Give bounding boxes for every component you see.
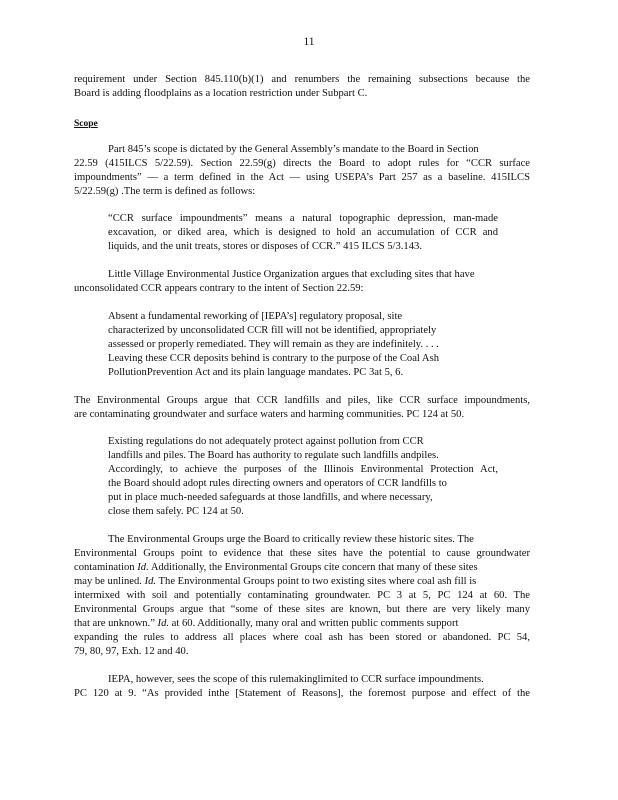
quote-line: put in place much-needed safeguards at those landfills, and where necessary, [108,492,433,503]
quote-line: “CCR surface impoundments” means a natural topographic depression, man-made [108,213,498,224]
text-line: unconsolidated CCR appears contrary to the intent of Section 22.59: [74,283,364,294]
text-span: at 60. Additionally, many oral and written public comments support [169,618,459,629]
text-span: that are unknown.” [74,618,158,629]
quote-line: Existing regulations do not adequately protect against pollution from CCR [108,436,424,447]
quote-line: close them safely. PC 124 at 50. [108,506,244,517]
quote-line: Absent a fundamental reworking of [IEPA’s] regulatory proposal, site [108,311,403,322]
text-line: Little Village Environmental Justice Organization argues that excluding sites that have [108,269,475,280]
text-line: intermixed with soil and potentially contaminating groundwater. PC 3 at 5, PC 124 at 60. The [74,590,530,601]
quote-line: landfills and piles. The Board has authority to regulate such landfills andpiles. [108,450,439,461]
quote-line: excavation, or diked area, which is designed to hold an accumulation of CCR and [108,227,498,238]
text-span: contamination [74,562,138,573]
text-line [74,617,530,632]
text-line: The Environmental Groups argue that CCR landfills and piles, like CCR surface impoundments, [74,395,530,406]
quote-line: characterized by unconsolidated CCR fill will not be identified, appropriately [108,325,437,336]
text-line: PC 120 at 9. “As provided inthe [Statement of Reasons], the foremost purpose and effect of the [74,688,530,699]
quote-line: liquids, and the unit treats, stores or disposes of CCR.” 415 ILCS 5/3.143. [108,241,422,252]
text-line: requirement under Section 845.110(b)(1) and renumbers the remaining subsections because the [74,74,530,85]
text-line: 22.59 (415ILCS 5/22.59). Section 22.59(g) directs the Board to adopt rules for “CCR surface [74,158,530,169]
quote-line: Leaving these CCR deposits behind is contrary to the purpose of the Coal Ash [108,353,440,364]
quote-line: assessed or properly remediated. They will remain as they are indefinitely. . . . [108,339,439,350]
text-line: Environmental Groups argue that “some of these sites are known, but there are very likely many [74,604,530,615]
text-line [74,561,530,576]
text-line: 79, 80, 97, Exh. 12 and 40. [74,646,189,657]
quote-line: Accordingly, to achieve the purposes of the Illinois Environmental Protection Act, [108,464,498,475]
page-number: 11 [303,36,315,48]
text-line: expanding the rules to address all places where coal ash has been stored or abandoned. PC 54, [74,632,530,643]
text-line: IEPA, however, sees the scope of this rulemakinglimited to CCR surface impoundments. [108,674,484,685]
text-line: Part 845’s scope is dictated by the General Assembly’s mandate to the Board in Section [108,144,479,155]
citation-id: Id. [157,618,170,629]
citation-id: Id. [144,576,157,587]
text-span: Additionally, the Environmental Groups cite concern that many of these sites [148,562,478,573]
text-line: 5/22.59(g) .The term is defined as follows: [74,186,256,197]
text-line: impoundments” — a term defined in the Act — using USEPA’s Part 257 as a baseline. 415ILCS [74,172,530,183]
text-line: Environmental Groups point to evidence that these sites have the potential to cause groundwater [74,548,530,559]
text-span: may be unlined. [74,576,145,587]
quote-line: PollutionPrevention Act and its plain language mandates. PC 3at 5, 6. [108,367,404,378]
section-heading-scope: Scope [74,119,98,129]
text-line: are contaminating groundwater and surface waters and harming communities. PC 124 at 50. [74,409,465,420]
text-line: The Environmental Groups urge the Board to critically review these historic sites. The [108,534,474,545]
text-span: The Environmental Groups point to two existing sites where coal ash fill is [156,576,477,587]
quote-line: the Board should adopt rules directing owners and operators of CCR landfills to [108,478,447,489]
text-line [74,575,530,590]
text-line: Board is adding floodplains as a location restriction under Subpart C. [74,88,368,99]
citation-id: Id. [137,562,149,573]
